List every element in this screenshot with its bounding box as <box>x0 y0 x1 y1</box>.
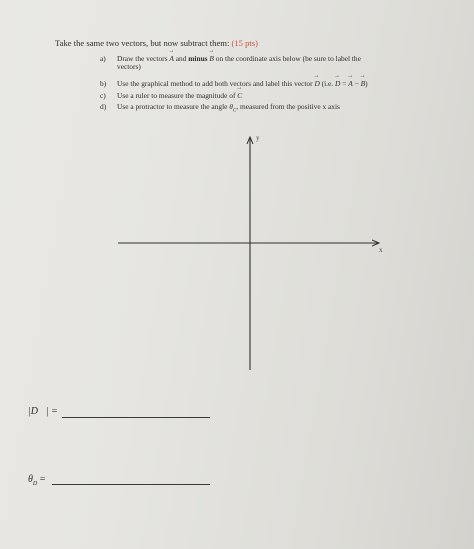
task-b-ie: (i.e. <box>321 79 334 88</box>
task-b-equals: = <box>342 79 347 88</box>
angle-equals: = <box>39 474 46 485</box>
vector-d-symbol-2: → D <box>335 80 340 88</box>
task-d-text-post: , measured from the positive x axis <box>236 102 340 111</box>
angle-theta: θ <box>28 474 33 485</box>
angle-subscript: D <box>32 481 38 487</box>
vector-a-symbol-2: → A <box>348 80 353 88</box>
task-c-text-pre: Use a ruler to measure the magnitude of <box>117 91 236 100</box>
y-axis-label: y <box>256 134 260 142</box>
task-a-continuation: vectors) <box>117 62 141 72</box>
task-a-text-pre: Draw the vectors <box>117 54 168 63</box>
theta-symbol: θ <box>229 102 233 111</box>
intro-text: Take the same two vectors, but now subtract them: <box>55 38 230 48</box>
vector-b-symbol-2: → B <box>361 80 366 88</box>
task-a-text-and: and <box>175 54 187 63</box>
task-d-letter: d) <box>100 102 107 111</box>
points-label: (15 pts) <box>231 38 258 48</box>
magnitude-answer-line[interactable] <box>62 417 210 418</box>
task-c-letter: c) <box>100 91 106 100</box>
angle-answer-line[interactable] <box>52 484 210 485</box>
x-axis-label: x <box>379 246 383 254</box>
theta-subscript: C <box>232 108 237 114</box>
task-b-text-pre: Use the graphical method to add both vectors and label this vector <box>117 79 313 88</box>
task-b-minus-sign: − <box>354 79 359 88</box>
vector-d-symbol: → D <box>314 80 319 88</box>
magnitude-label: |D⃗| = <box>28 406 58 417</box>
task-a-letter: a) <box>100 54 106 63</box>
task-d-text-pre: Use a protractor to measure the angle <box>117 102 228 111</box>
vector-b-symbol: → B <box>209 55 214 63</box>
vector-c-symbol: → C <box>237 92 242 100</box>
magnitude-answer <box>28 406 58 417</box>
task-a-text-post: on the coordinate axis below (be sure to label the <box>215 54 361 63</box>
task-b-close: ) <box>365 79 368 88</box>
task-a-minus: minus <box>188 54 208 63</box>
task-b-letter: b) <box>100 79 107 88</box>
angle-answer <box>28 474 45 487</box>
vector-a-symbol: → A <box>169 55 174 63</box>
